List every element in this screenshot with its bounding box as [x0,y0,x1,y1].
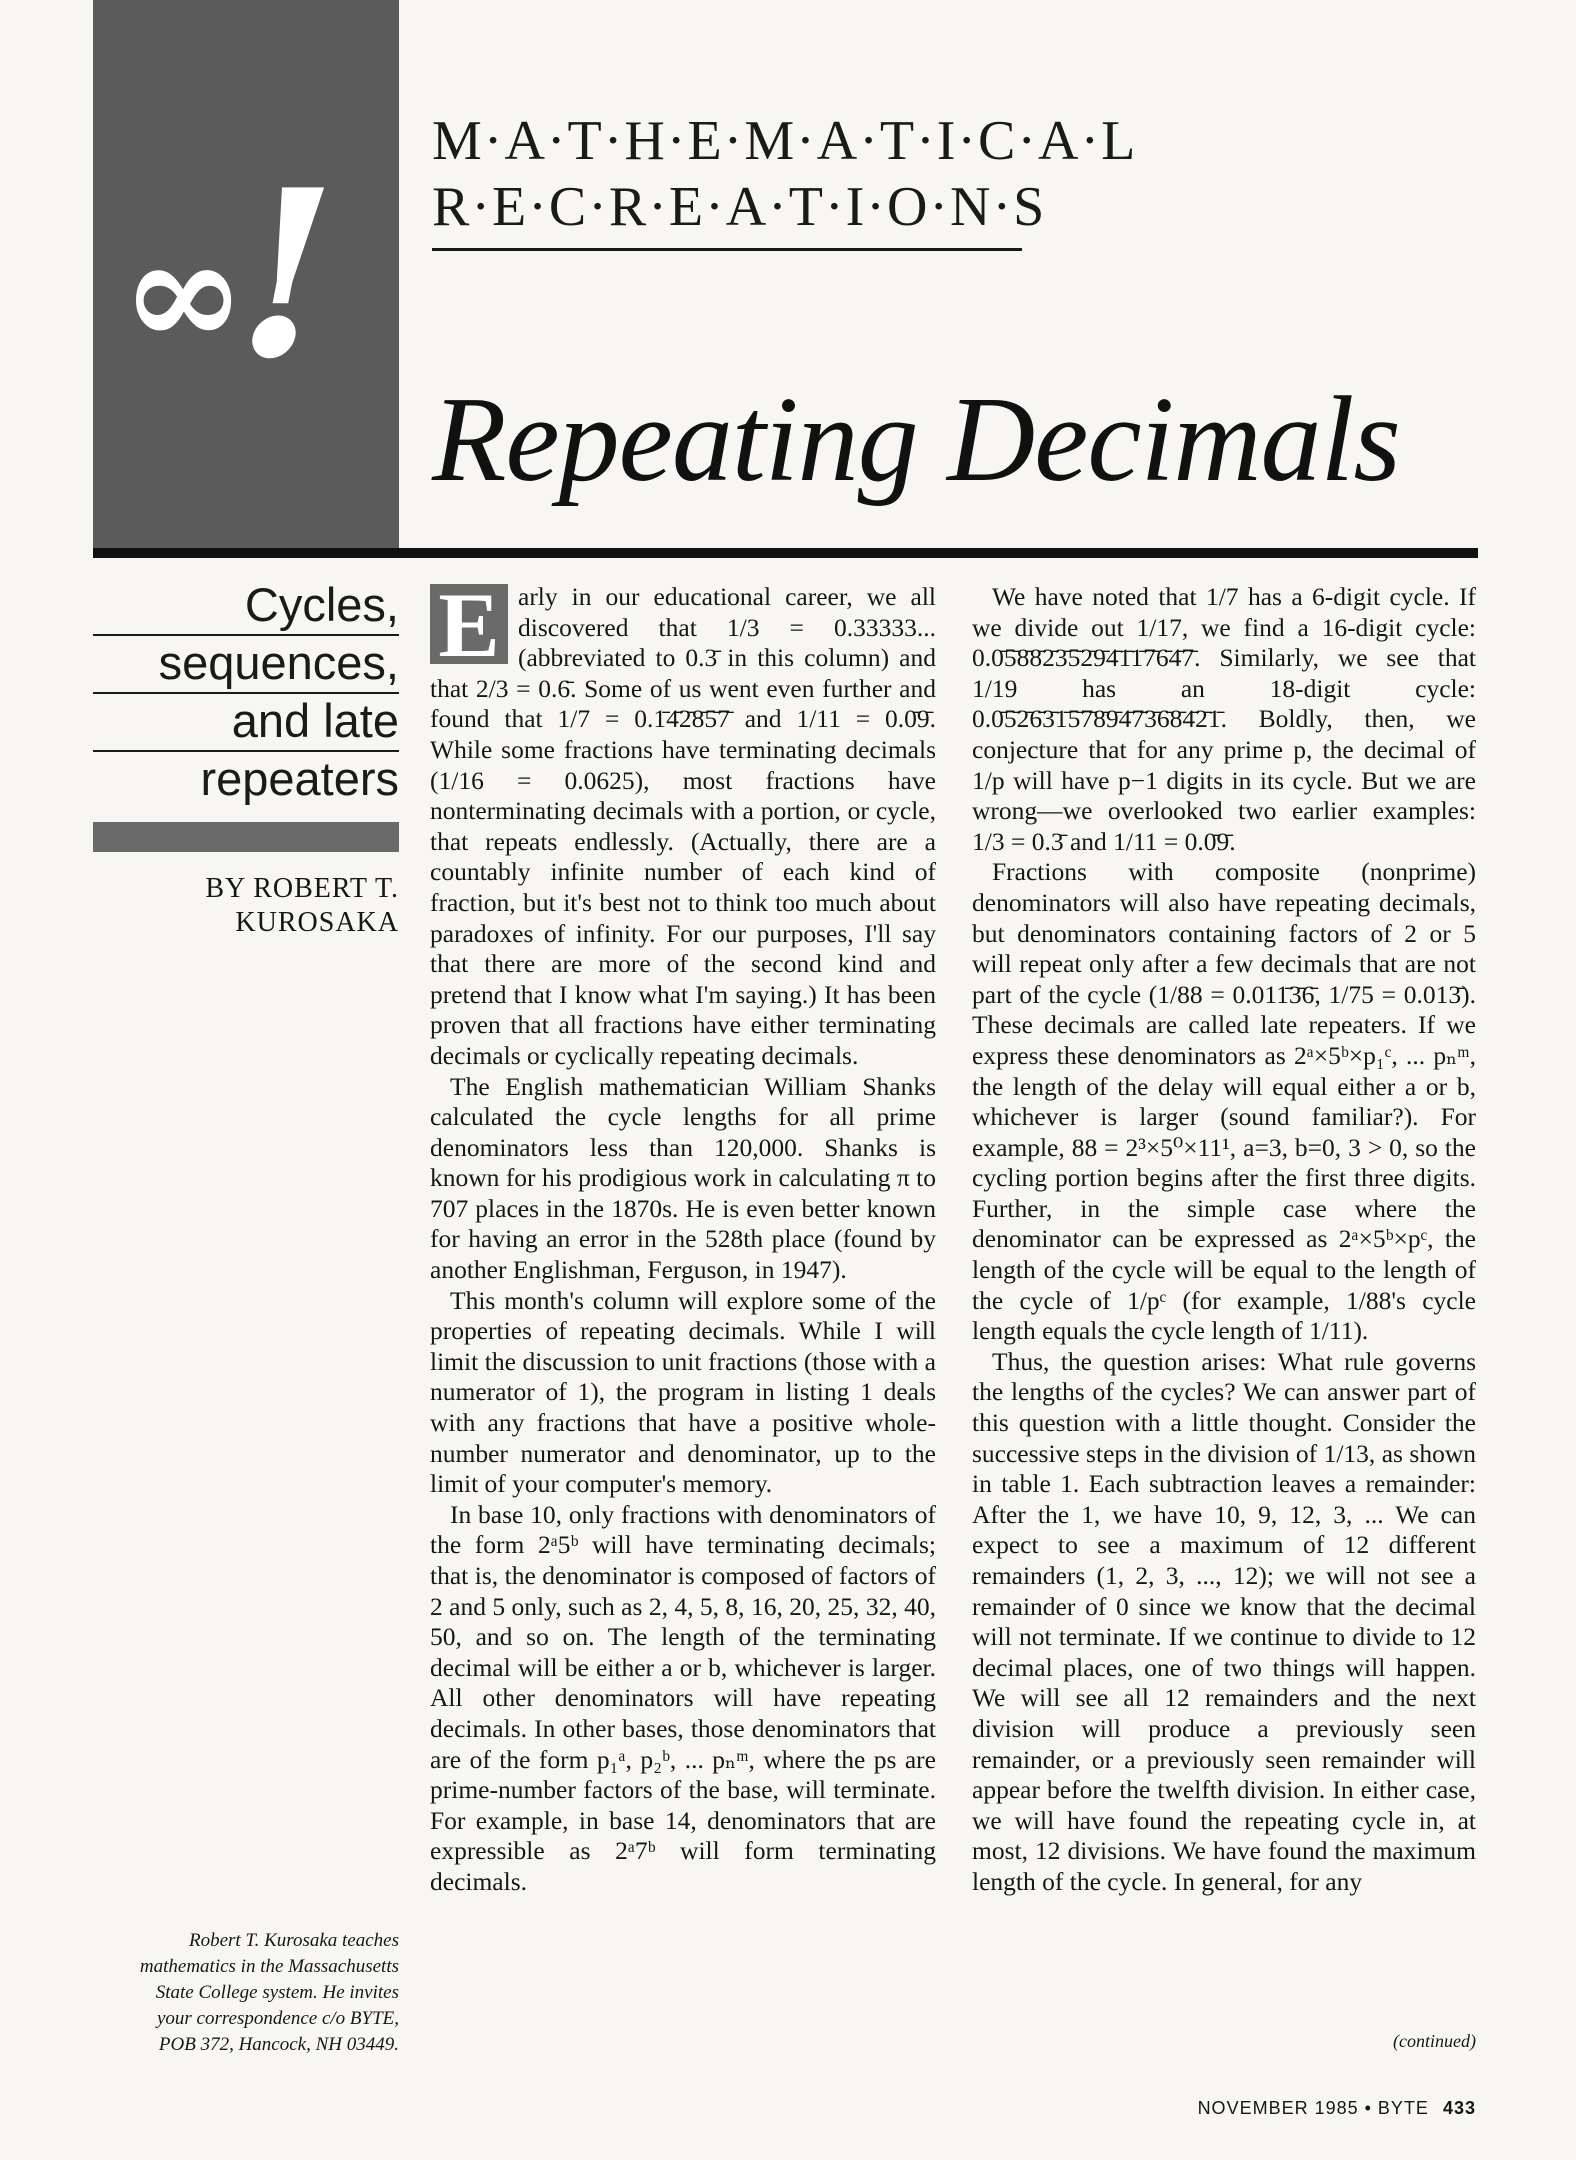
series-divider [432,248,1022,251]
continued-note: (continued) [1393,2031,1476,2051]
issue-label: NOVEMBER 1985 • BYTE [1197,2098,1429,2118]
paragraph: The English mathematician William Shanks calculated the cycle lengths for all prime denominators less than 120,000. Shanks is known for his prodigious work in calculating π to 707 places in the 1870s. He is even better known for having an error in the 528th place (found by another Englishman, Ferguson, in 1947). [430,1071,936,1285]
series-title [432,108,1137,240]
bio-line: your correspondence c/o BYTE, [156,2008,399,2029]
logo-panel [93,0,399,548]
byline [93,872,399,940]
bio-line: mathematics in the Massachusetts [139,1956,399,1977]
series-title-line2: R·E·C·R·E·A·T·I·O·N·S [432,176,1047,238]
paragraph: We have noted that 1/7 has a 6-digit cycle. If we divide out 1/17, we find a 16-digit cycle: 0.0̄5̄8̄8̄2̄3̄5̄2̄9̄4̄1̄1̄7̄6̄4̄7̄. Similarly, we see that 1/19 has an 18-digit cycle: 0.0̄5̄2̄6̄3̄1̄5̄7̄8̄9̄4̄7̄3̄6̄8̄4̄2̄1̄. Boldly, then, we conjecture that for any prime p, the decimal of 1/p will have p−1 digits in its cycle. But we are wrong—we overlooked two earlier examples: 1/3 = 0.3̄ and 1/11 = 0.0̄9̄. [972,582,1476,856]
body-column-2 [972,582,1476,1898]
page-number: 433 [1442,2098,1476,2118]
article-subtitle [93,578,399,808]
paragraph: Thus, the question arises: What rule governs the lengths of the cycles? We can answer part of this question with a little thought. Consider the successive steps in the division of 1/13, as shown in table 1. Each subtraction leaves a remainder: After the 1, we have 10, 9, 12, 3, ... We can expect to see a maximum of 12 different remainders (1, 2, 3, ..., 12); we will not see a remainder of 0 since we know that the decimal will not terminate. If we continue to divide to 12 decimal places, one of two things will happen. We will see all 12 remainders and the next division will produce a previously seen remainder, or a previously seen remainder will appear before the twelfth division. In either case, we will have found the repeating cycle in, at most, 12 divisions. We have found the maximum length of the cycle. In general, for any [972,1346,1476,1896]
page-footer [1170,2098,1476,2119]
paragraph: This month's column will explore some of the properties of repeating decimals. While I will limit the discussion to unit fractions (those with a numerator of 1), the program in listing 1 deals with any fractions that have a positive whole-number numerator and denominator, up to the limit of your computer's memory. [430,1285,936,1499]
subtitle-line: and late [93,694,399,752]
paragraph: In base 10, only fractions with denominators of the form 2ᵃ5ᵇ will have terminating decimals; that is, the denominator is composed of factors of 2 and 5 only, such as 2, 4, 5, 8, 16, 20, 25, 32, 40, 50, and so on. The length of the terminating decimal will be either a or b, whichever is larger. All other denominators will have repeating decimals. In other bases, those denominators that are of the form p₁ᵃ, p₂ᵇ, ... pₙᵐ, where the ps are prime-number factors of the base, will terminate. For example, in base 14, denominators that are expressible as 2ᵃ7ᵇ will form terminating decimals. [430,1499,936,1896]
body-column-1 [430,574,936,1898]
sidebar-divider-bar [93,822,399,852]
byline-line1: BY ROBERT T. [205,873,399,904]
paragraph: E arly in our educational career, we all discovered that 1/3 = 0.33333... (abbreviated to 0.3̄ in this column) and that 2/3 = 0.6̄. Some of us went even further and found that 1/7 = 0.1̄4̄2̄8̄5̄7̄ and 1/11 = 0.0̄9̄. While some fractions have terminating decimals (1/16 = 0.0625), most fractions have nonterminating decimals with a portion, or cycle, that repeats endlessly. (Actually, there are a countably infinite number of each kind of fraction, but it's best not to think too much about paradoxes of infinity. For our purposes, I'll say that there are more of the second kind and pretend that I know what I'm saying.) It has been proven that all fractions have either terminating decimals or cyclically repeating decimals. [430,574,936,1070]
paragraph: Fractions with composite (nonprime) denominators will also have repeating decimals, but denominators containing factors of 2 or 5 will repeat only after a few decimals that are not part of the cycle (1/88 = 0.011̄3̄6̄, 1/75 = 0.013̄). These decimals are called late repeaters. If we express these denominators as 2ᵃ×5ᵇ×p₁ᶜ, ... pₙᵐ, the length of the delay will equal either a or b, whichever is larger (sound familiar?). For example, 88 = 2³×5⁰×11¹, a=3, b=0, 3 > 0, so the cycling portion begins after the first three digits. Further, in the simple case where the denominator can be expressed as 2ᵃ×5ᵇ×pᶜ, the length of the cycle will be equal to the length of the cycle of 1/pᶜ (for example, 1/88's cycle length equals the cycle length of 1/11). [972,857,1476,1346]
header-rule [93,548,1478,558]
bio-line: State College system. He invites [155,1982,399,2003]
subtitle-line: repeaters [200,752,399,805]
infinity-exclamation-logo: ∞! [121,140,337,410]
article-title: Repeating Decimals [432,372,1400,507]
drop-cap: E [430,584,508,664]
byline-line2: KUROSAKA [235,907,399,938]
series-title-line1: M·A·T·H·E·M·A·T·I·C·A·L [432,110,1138,172]
subtitle-line: sequences, [93,636,399,694]
bio-line: Robert T. Kurosaka teaches [188,1930,399,1951]
subtitle-line: Cycles, [93,578,399,636]
bio-line: POB 372, Hancock, NH 03449. [158,2034,399,2055]
author-bio [93,1928,399,2058]
